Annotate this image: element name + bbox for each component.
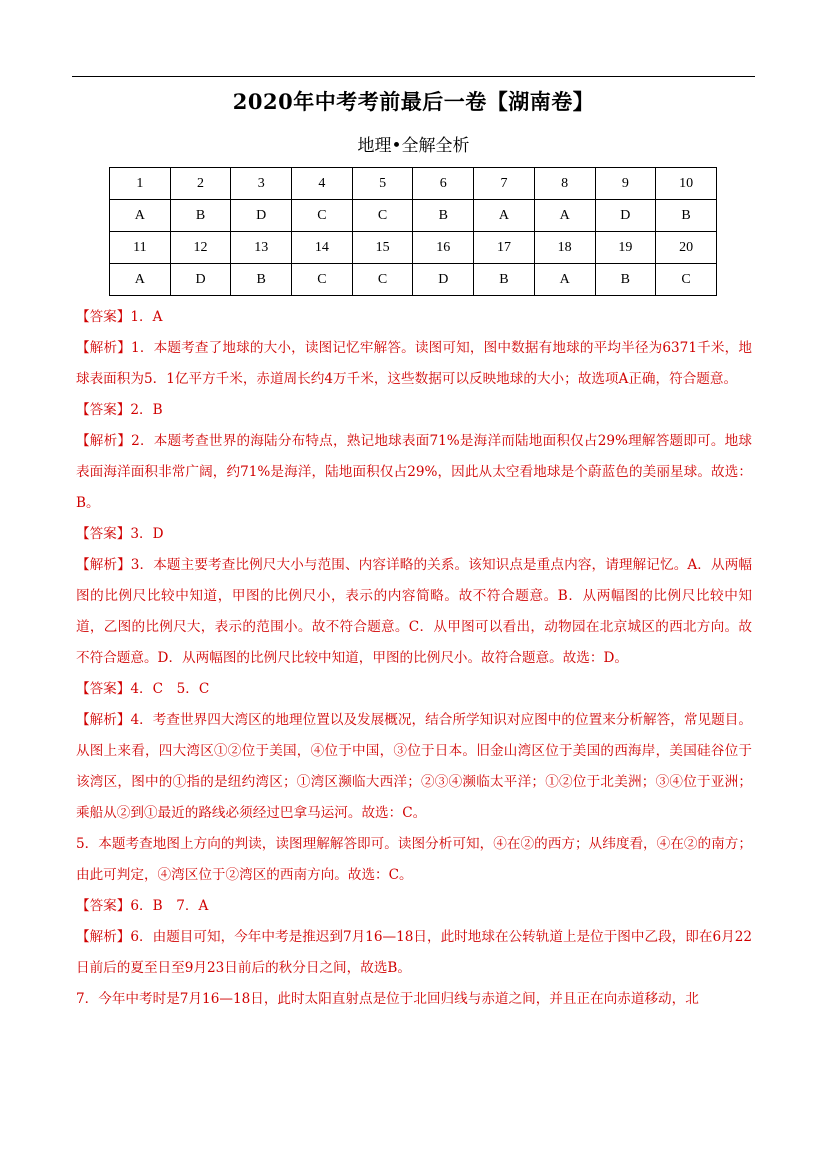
table-cell: 4 xyxy=(292,168,353,200)
table-row xyxy=(110,264,717,296)
table-cell: B xyxy=(231,264,292,296)
table-cell: 9 xyxy=(595,168,656,200)
table-cell: 12 xyxy=(170,232,231,264)
table-cell: B xyxy=(170,200,231,232)
table-cell: B xyxy=(474,264,535,296)
table-cell: C xyxy=(352,264,413,296)
table-cell: 2 xyxy=(170,168,231,200)
explanation-3: 【解析】3．本题主要考查比例尺大小与范围、内容详略的关系。该知识点是重点内容，请理解记忆。A．从两幅图的比例尺比较中知道，甲图的比例尺小，表示的内容简略。故不符合题意。B．从两幅图的比例尺比较中知道，乙图的比例尺大，表示的范围小。故不符合题意。C．从甲图可以看出，动物园在北京城区的西北方向。故不符合题意。D．从两幅图的比例尺比较中知道，甲图的比例尺小。故符合题意。故选：D。 xyxy=(76,557,752,666)
explanation-7: 7．今年中考时是7月16—18日，此时太阳直射点是位于北回归线与赤道之间，并且正在向赤道移动，北 xyxy=(76,991,699,1007)
table-cell: A xyxy=(534,264,595,296)
table-cell: C xyxy=(656,264,717,296)
table-cell: 15 xyxy=(352,232,413,264)
table-cell: 17 xyxy=(474,232,535,264)
table-cell: 3 xyxy=(231,168,292,200)
table-cell: B xyxy=(595,264,656,296)
table-cell: C xyxy=(292,200,353,232)
page-title: 2020年中考考前最后一卷【湖南卷】 xyxy=(232,89,595,114)
table-cell: A xyxy=(534,200,595,232)
answer-line-1: 【答案】1．A xyxy=(76,309,163,325)
explanation-6: 【解析】6．由题目可知，今年中考是推迟到7月16—18日，此时地球在公转轨道上是位于图中乙段，即在6月22日前后的夏至日至9月23日前后的秋分日之间，故选B。 xyxy=(76,929,752,976)
table-cell: 10 xyxy=(656,168,717,200)
table-cell: C xyxy=(352,200,413,232)
header-rule xyxy=(72,76,755,77)
explanation-1: 【解析】1．本题考查了地球的大小，读图记忆牢解答。读图可知，图中数据有地球的平均半径为6371千米，地球表面积为5．1亿平方千米，赤道周长约4万千米，这些数据可以反映地球的大小；故选项A正确，符合题意。 xyxy=(76,340,752,387)
table-cell: C xyxy=(292,264,353,296)
table-cell: 14 xyxy=(292,232,353,264)
table-cell: 6 xyxy=(413,168,474,200)
answer-line-4-5: 【答案】4．C 5．C xyxy=(76,681,210,697)
table-cell: 13 xyxy=(231,232,292,264)
table-cell: D xyxy=(170,264,231,296)
answer-table xyxy=(109,167,717,296)
table-cell: 19 xyxy=(595,232,656,264)
explanation-body xyxy=(76,302,752,1015)
table-cell: B xyxy=(656,200,717,232)
table-cell: A xyxy=(110,264,171,296)
answer-line-3: 【答案】3．D xyxy=(76,526,164,542)
table-row xyxy=(110,168,717,200)
page-subtitle: 地理•全解全析 xyxy=(357,136,470,156)
explanation-4: 【解析】4．考查世界四大湾区的地理位置以及发展概况，结合所学知识对应图中的位置来分析解答，常见题目。从图上来看，四大湾区①②位于美国，④位于中国，③位于日本。旧金山湾区位于美国的西海岸，美国硅谷位于该湾区，图中的①指的是纽约湾区；①湾区濒临大西洋；②③④濒临太平洋；①②位于北美洲；③④位于亚洲；乘船从②到①最近的路线必须经过巴拿马运河。故选：C。 xyxy=(76,712,752,821)
table-cell: 11 xyxy=(110,232,171,264)
table-row xyxy=(110,232,717,264)
table-cell: 7 xyxy=(474,168,535,200)
explanation-5: 5．本题考查地图上方向的判读，读图理解解答即可。读图分析可知，④在②的西方；从纬度看，④在②的南方；由此可判定，④湾区位于②湾区的西南方向。故选：C。 xyxy=(76,836,752,883)
table-cell: 8 xyxy=(534,168,595,200)
table-cell: 16 xyxy=(413,232,474,264)
table-cell: D xyxy=(413,264,474,296)
table-cell: D xyxy=(595,200,656,232)
answer-line-2: 【答案】2．B xyxy=(76,402,163,418)
table-cell: 5 xyxy=(352,168,413,200)
answer-line-6-7: 【答案】6．B 7．A xyxy=(76,898,209,914)
table-cell: D xyxy=(231,200,292,232)
table-cell: B xyxy=(413,200,474,232)
table-cell: A xyxy=(474,200,535,232)
explanation-2: 【解析】2．本题考查世界的海陆分布特点，熟记地球表面71%是海洋而陆地面积仅占29%理解答题即可。地球表面海洋面积非常广阔，约71%是海洋，陆地面积仅占29%，因此从太空看地球是个蔚蓝色的美丽星球。故选：B。 xyxy=(76,433,752,511)
table-cell: 1 xyxy=(110,168,171,200)
table-row xyxy=(110,200,717,232)
table-cell: A xyxy=(110,200,171,232)
table-cell: 20 xyxy=(656,232,717,264)
table-cell: 18 xyxy=(534,232,595,264)
